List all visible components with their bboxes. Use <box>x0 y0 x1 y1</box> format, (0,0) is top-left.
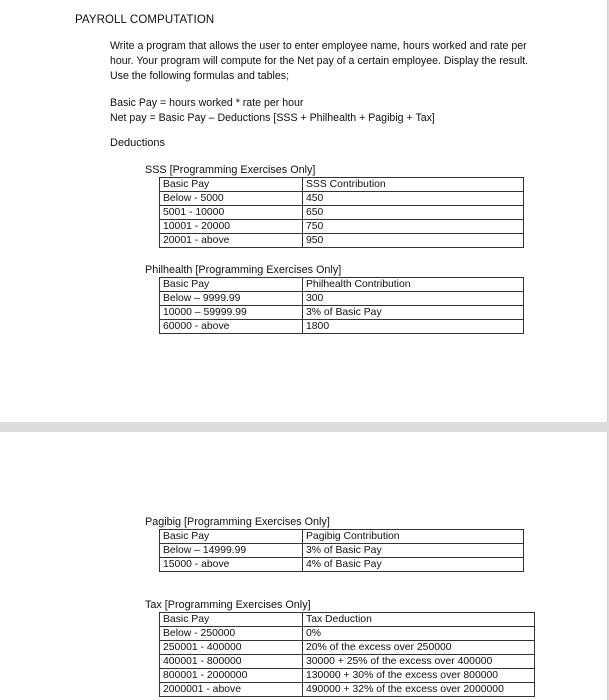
table-row <box>160 544 524 558</box>
table-cell: 60000 - above <box>160 320 303 334</box>
table-cell: 400001 - 800000 <box>160 655 303 669</box>
header-cell: Basic Pay <box>160 178 303 192</box>
table-row <box>160 220 524 234</box>
table-cell: Below - 5000 <box>160 192 303 206</box>
tax-section <box>145 599 535 697</box>
header-cell: Basic Pay <box>160 278 303 292</box>
instructions-paragraph: Write a program that allows the user to enter employee name, hours worked and rate per hour. Your program will compute for the Net pay of a certain employee. Display the result. Use the following formulas and tables; <box>110 40 529 82</box>
net-pay-formula: Net pay = Basic Pay – Deductions [SSS + Philhealth + Pagibig + Tax] <box>110 112 435 124</box>
table-cell: 950 <box>303 234 524 248</box>
header-cell: SSS Contribution <box>303 178 524 192</box>
table-row <box>160 192 524 206</box>
tax-table <box>159 612 535 697</box>
table-cell: 300 <box>303 292 524 306</box>
table-cell: 650 <box>303 206 524 220</box>
tax-caption: Tax [Programming Exercises Only] <box>145 599 311 611</box>
table-cell: 15000 - above <box>160 558 303 572</box>
table-row <box>160 234 524 248</box>
sss-table <box>159 177 524 248</box>
table-header-row <box>160 530 524 544</box>
table-row <box>160 627 535 641</box>
table-header-row <box>160 278 524 292</box>
pagibig-table <box>159 529 524 572</box>
table-row <box>160 641 535 655</box>
table-cell: 10000 – 59999.99 <box>160 306 303 320</box>
header-cell: Basic Pay <box>160 530 303 544</box>
table-header-row <box>160 613 535 627</box>
philhealth-section <box>145 264 524 334</box>
table-cell: 800001 - 2000000 <box>160 669 303 683</box>
table-header-row <box>160 178 524 192</box>
basic-pay-formula: Basic Pay = hours worked * rate per hour <box>110 97 304 109</box>
header-cell: Basic Pay <box>160 613 303 627</box>
table-cell: Below – 9999.99 <box>160 292 303 306</box>
table-cell: 3% of Basic Pay <box>303 544 524 558</box>
table-cell: 5001 - 10000 <box>160 206 303 220</box>
sss-caption: SSS [Programming Exercises Only] <box>145 164 316 176</box>
table-cell: 0% <box>303 627 535 641</box>
table-cell: Below - 250000 <box>160 627 303 641</box>
table-cell: 130000 + 30% of the excess over 800000 <box>303 669 535 683</box>
table-cell: 10001 - 20000 <box>160 220 303 234</box>
table-cell: 490000 + 32% of the excess over 2000000 <box>303 683 535 697</box>
table-row <box>160 655 535 669</box>
table-cell: 20% of the excess over 250000 <box>303 641 535 655</box>
table-cell: 250001 - 400000 <box>160 641 303 655</box>
philhealth-caption: Philhealth [Programming Exercises Only] <box>145 264 342 276</box>
formulas-block <box>110 96 540 126</box>
table-row <box>160 292 524 306</box>
pagibig-section <box>145 516 524 572</box>
table-row <box>160 669 535 683</box>
table-row <box>160 683 535 697</box>
philhealth-table <box>159 277 524 334</box>
table-cell: 30000 + 25% of the excess over 400000 <box>303 655 535 669</box>
table-cell: Below – 14999.99 <box>160 544 303 558</box>
header-cell: Tax Deduction <box>303 613 535 627</box>
table-cell: 20001 - above <box>160 234 303 248</box>
table-cell: 2000001 - above <box>160 683 303 697</box>
table-cell: 3% of Basic Pay <box>303 306 524 320</box>
page-title: PAYROLL COMPUTATION <box>75 14 215 26</box>
header-cell: Pagibig Contribution <box>303 530 524 544</box>
sss-section <box>145 164 524 248</box>
table-cell: 450 <box>303 192 524 206</box>
table-cell: 750 <box>303 220 524 234</box>
deductions-heading: Deductions <box>110 137 166 149</box>
header-cell: Philhealth Contribution <box>303 278 524 292</box>
table-row <box>160 320 524 334</box>
table-cell: 4% of Basic Pay <box>303 558 524 572</box>
table-row <box>160 558 524 572</box>
pagibig-caption: Pagibig [Programming Exercises Only] <box>145 516 330 528</box>
table-cell: 1800 <box>303 320 524 334</box>
table-row <box>160 306 524 320</box>
table-row <box>160 206 524 220</box>
